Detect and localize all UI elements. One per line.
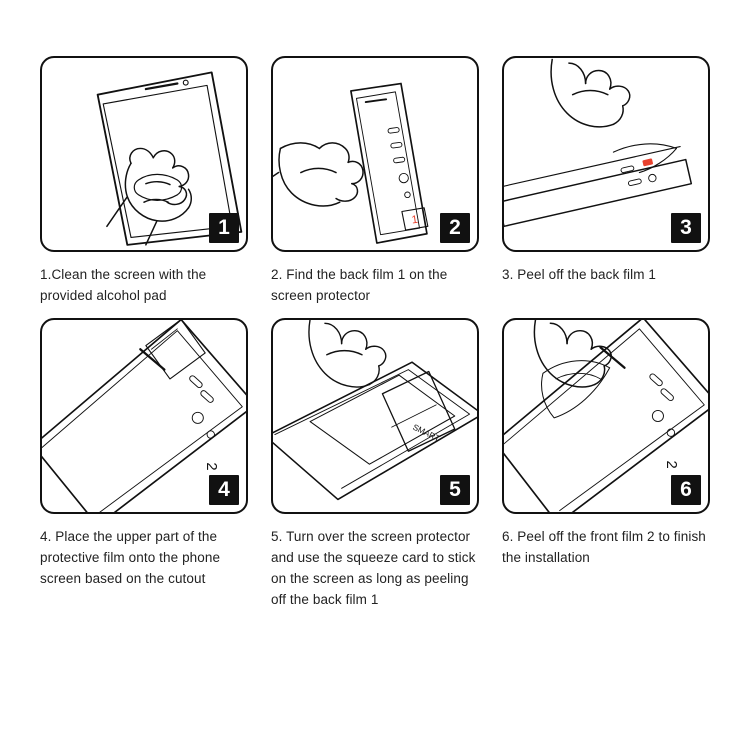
step-caption-2: 2. Find the back film 1 on the screen protector [271,267,448,303]
step-cell-1 [40,56,248,306]
step-cell-2 [271,56,479,306]
step-caption-6: 6. Peel off the front film 2 to finish the installation [502,529,706,565]
step-caption-4: 4. Place the upper part of the protective film onto the phone screen based on the cutout [40,529,221,586]
step-illustration-1 [40,56,248,252]
svg-text:2: 2 [203,462,220,471]
step-badge-6: 6 [671,475,701,505]
svg-text:2: 2 [663,460,680,469]
step-badge-4: 4 [209,475,239,505]
step-cell-5 [271,318,479,610]
step-badge-1: 1 [209,213,239,243]
step-cell-6 [502,318,710,610]
step-illustration-4 [40,318,248,514]
svg-text:1: 1 [410,213,419,227]
step-cell-4 [40,318,248,610]
step-caption-3: 3. Peel off the back film 1 [502,267,657,282]
step-badge-2: 2 [440,213,470,243]
svg-text:SMART: SMART [411,421,442,444]
step-illustration-6 [502,318,710,514]
step-illustration-3 [502,56,710,252]
step-cell-3 [502,56,710,306]
step-badge-5: 5 [440,475,470,505]
step-badge-3: 3 [671,213,701,243]
step-caption-5: 5. Turn over the screen protector and use the squeeze card to stick on the screen as long as peeling off the back film 1 [271,529,476,607]
step-caption-1: 1.Clean the screen with the provided alcohol pad [40,267,207,303]
steps-grid [40,56,710,610]
step-illustration-5 [271,318,479,514]
step-illustration-2 [271,56,479,252]
